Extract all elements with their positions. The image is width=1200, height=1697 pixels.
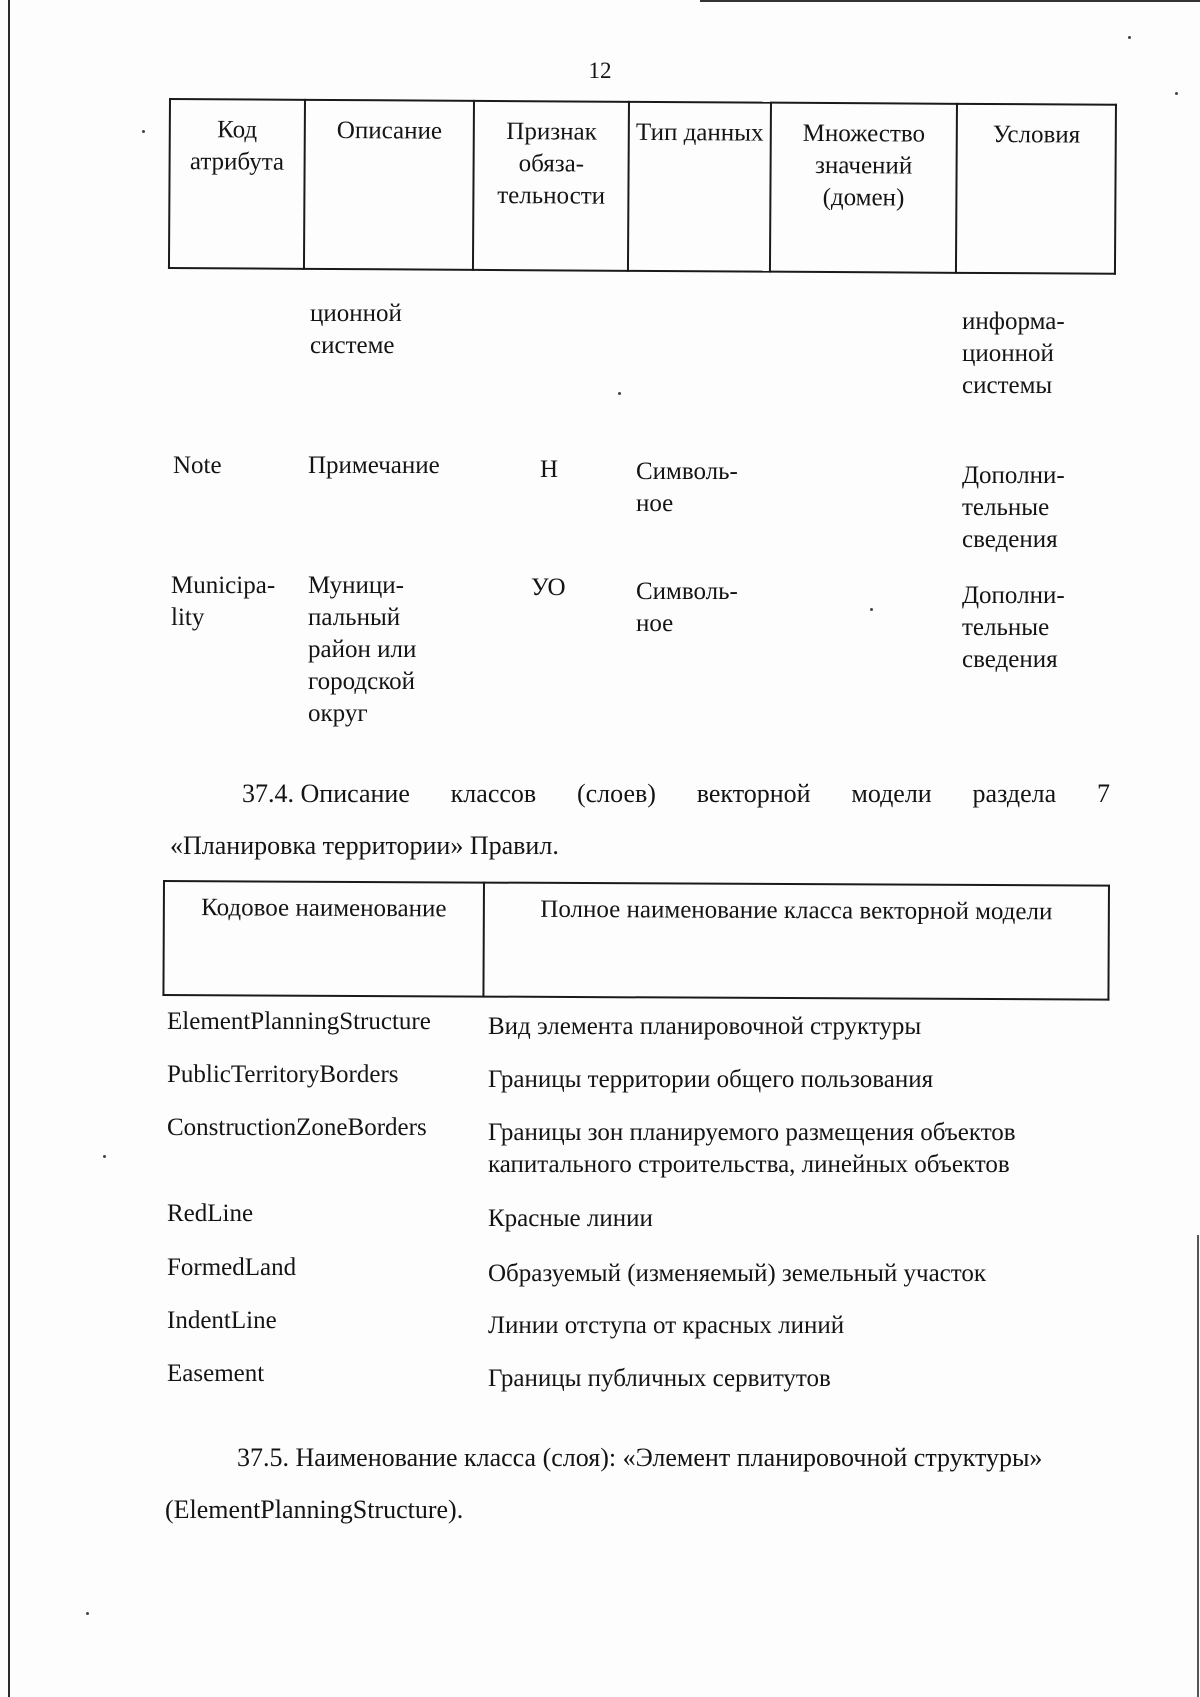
word: модели (851, 779, 932, 808)
scan-speck (870, 608, 873, 611)
cell-code-name: RedLine (167, 1200, 254, 1227)
header-domain: Множество значений (домен) (770, 103, 958, 273)
page-number: 12 (588, 58, 612, 83)
cell-conditions: Дополни-тельные сведения (962, 582, 1065, 673)
cell-description: Примечание (308, 452, 440, 479)
cell-code: Note (173, 452, 222, 479)
paragraph-line (170, 776, 1110, 812)
cell-description: Муници-пальный район или городской округ (308, 572, 417, 727)
cell-full-name: Линии отступа от красных линий (488, 1312, 845, 1339)
header-full-name: Полное наименование класса векторной модели (483, 883, 1109, 1000)
scan-speck (103, 1155, 106, 1158)
cell-code-name: PublicTerritoryBorders (167, 1061, 399, 1088)
cell-mandatory: Н (540, 456, 559, 483)
scan-speck (1128, 36, 1131, 39)
cell-full-name: Образуемый (изменяемый) земельный участок (488, 1260, 986, 1287)
cell-data-type: Символь-ное (636, 458, 738, 517)
scan-border-top (700, 0, 1200, 2)
word: векторной (696, 779, 811, 808)
header-data-type: Тип данных (628, 102, 771, 272)
word: (слоев) (576, 779, 656, 808)
cell-mandatory: УО (531, 574, 566, 601)
header-description: Описание (304, 100, 475, 270)
scan-speck (86, 1612, 89, 1615)
cell-conditions: Дополни-тельные сведения (962, 462, 1065, 553)
header-attribute-code: Код атрибута (169, 99, 305, 269)
cell-full-name: Границы публичных сервитутов (488, 1365, 831, 1392)
header-conditions: Условия (956, 104, 1116, 274)
word: 7 (1096, 779, 1110, 808)
attributes-table-header (168, 98, 1117, 275)
cell-code-name: FormedLand (167, 1254, 297, 1281)
word: раздела (972, 779, 1057, 808)
paragraph-line: 37.5. Наименование класса (слоя): «Элемент планировочной структуры» (237, 1443, 1043, 1472)
cell-full-name: Границы территории общего пользования (488, 1066, 934, 1093)
paragraph-37-4 (170, 776, 1110, 864)
scan-border-right (1197, 1235, 1199, 1697)
vector-classes-table-header (162, 880, 1110, 1001)
cell-code-name: ConstructionZoneBorders (167, 1114, 427, 1141)
scan-speck (142, 130, 145, 133)
cell-code: Municipa-lity (171, 572, 276, 631)
header-mandatory: Признак обяза-тельности (473, 101, 629, 271)
cell-code-name: IndentLine (167, 1307, 277, 1334)
paragraph-line: (ElementPlanningStructure). (165, 1495, 464, 1524)
cell-code-name: ElementPlanningStructure (167, 1008, 431, 1035)
header-code-name: Кодовое наименование (163, 881, 484, 997)
paragraph-37-5 (165, 1440, 1120, 1528)
cell-code-name: Easement (167, 1360, 265, 1387)
paragraph-line: «Планировка территории» Правил. (170, 831, 559, 860)
scan-speck (1175, 92, 1178, 95)
continued-conditions: информа-ционной системы (962, 308, 1065, 399)
word: 37.4. Описание (242, 779, 410, 808)
scan-border-left (8, 0, 10, 1697)
scan-speck (618, 392, 621, 395)
word: классов (450, 779, 537, 808)
cell-data-type: Символь-ное (636, 578, 738, 637)
continued-description: ционной системе (310, 300, 402, 359)
cell-full-name: Границы зон планируемого размещения объектов капитального строительства, линейных объектов (488, 1119, 1016, 1178)
cell-full-name: Красные линии (488, 1205, 653, 1232)
cell-full-name: Вид элемента планировочной структуры (488, 1013, 922, 1040)
